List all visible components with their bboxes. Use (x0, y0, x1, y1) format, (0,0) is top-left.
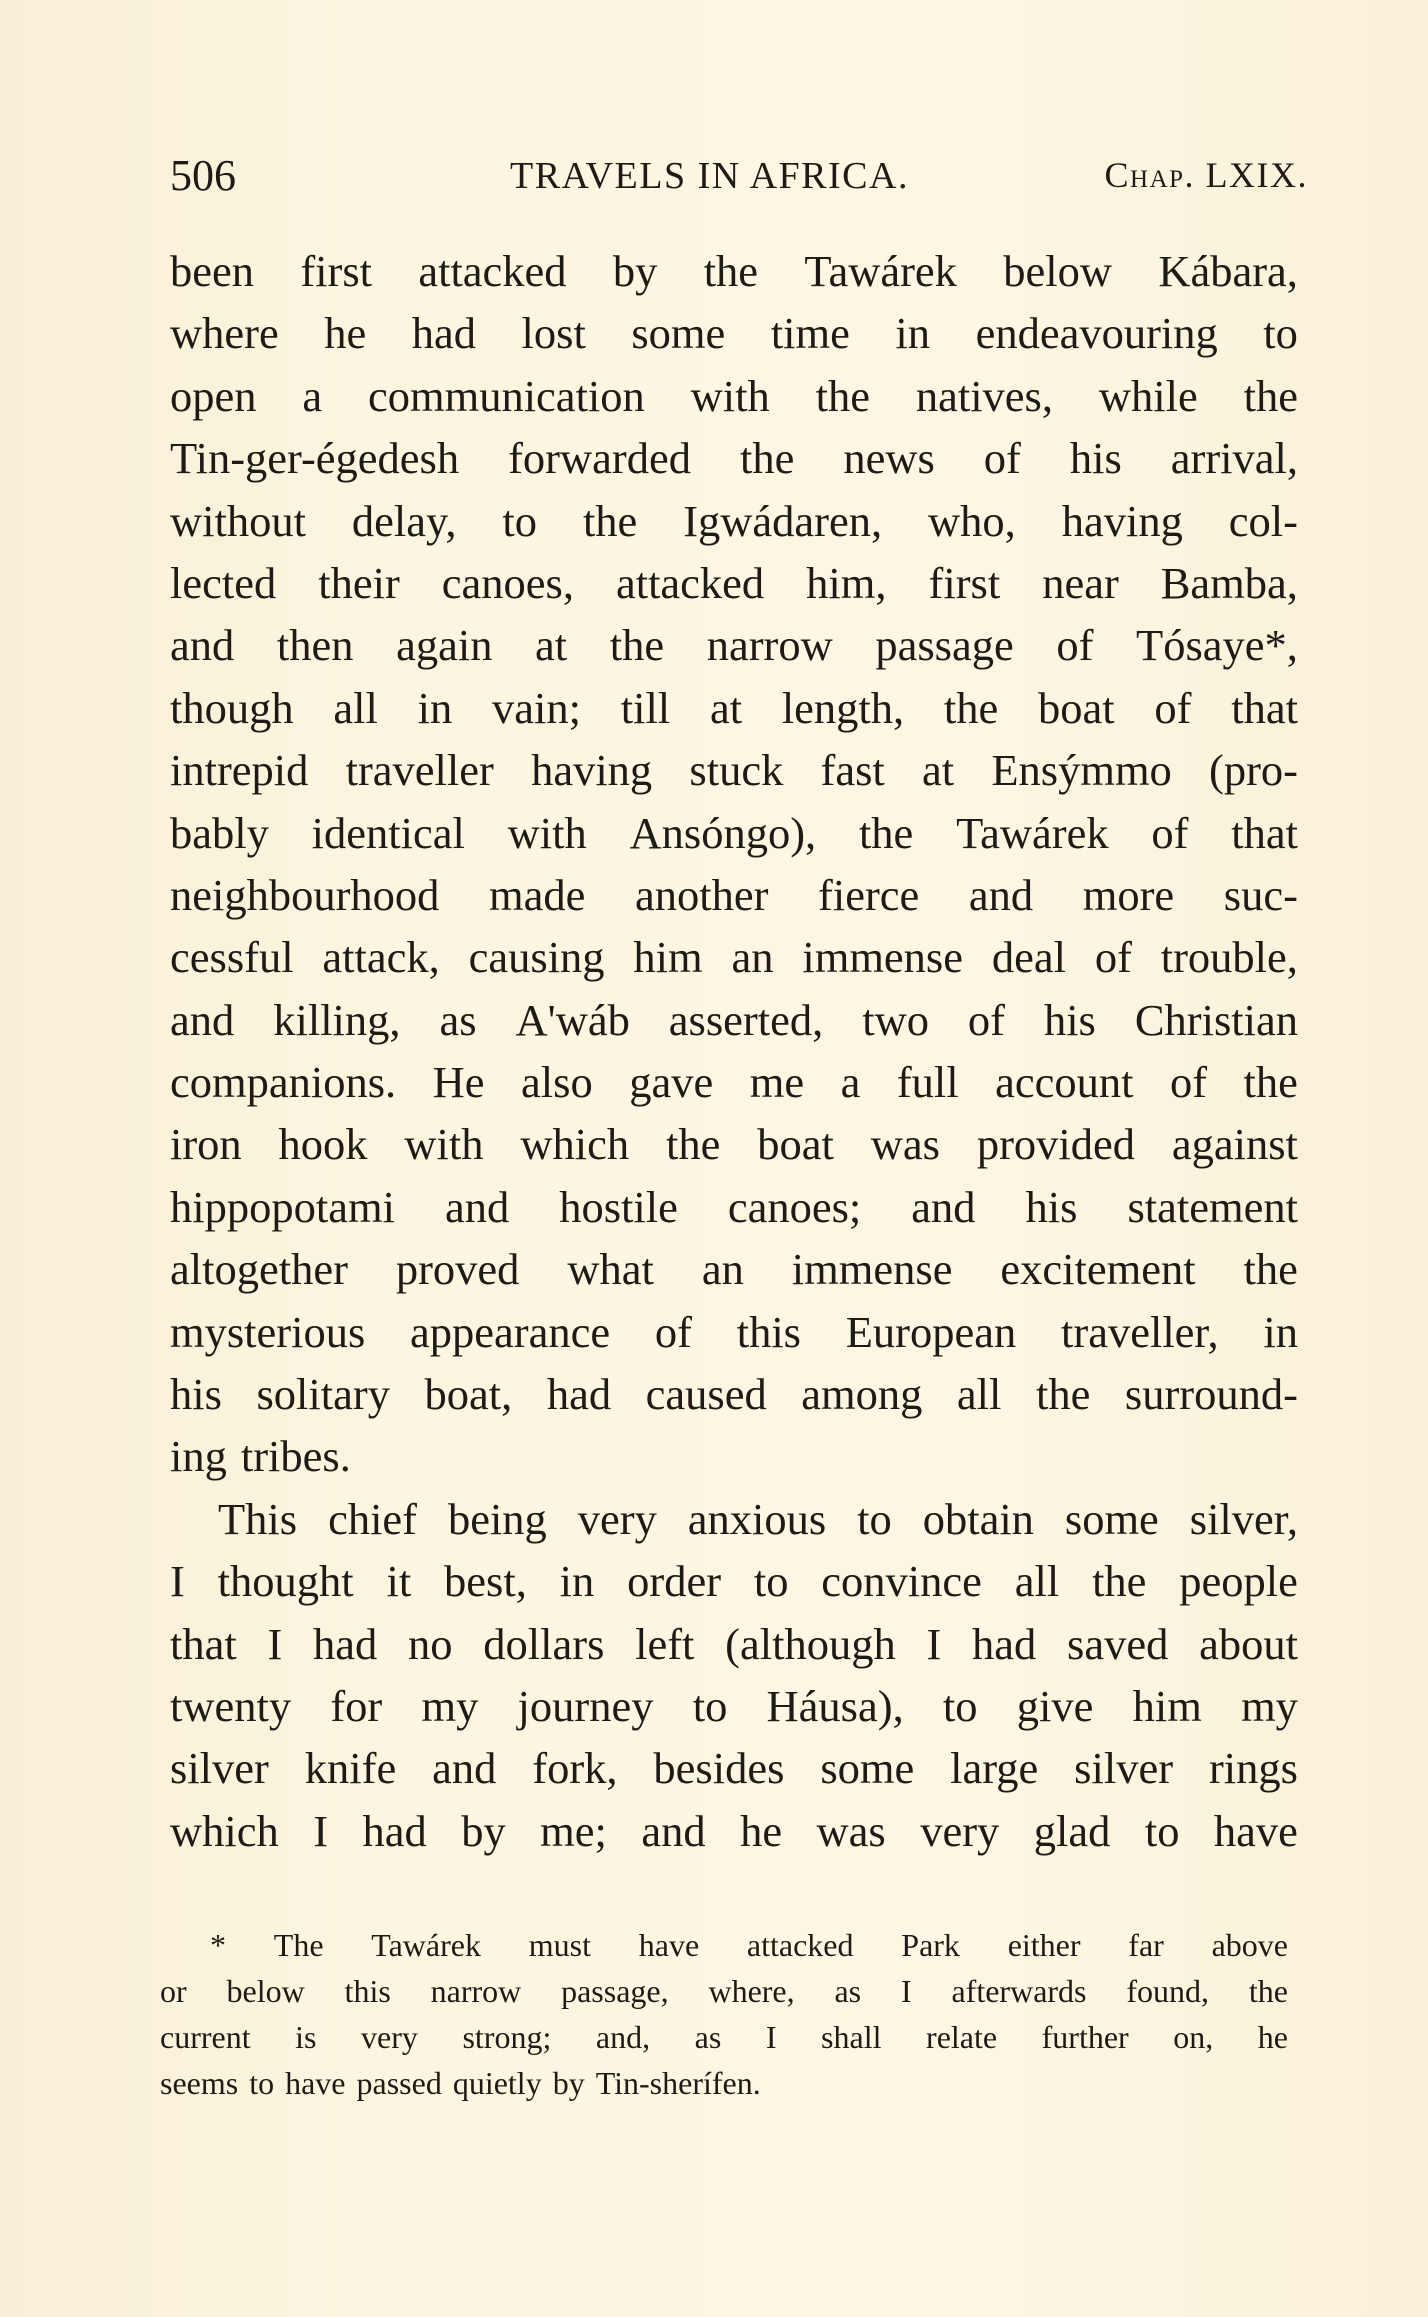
word: the (739, 433, 795, 484)
word: saved (1067, 1618, 1169, 1669)
word: passage, (561, 1973, 669, 2009)
word: some (1064, 1493, 1159, 1544)
word: forwarded (508, 433, 691, 484)
word: first (928, 557, 1001, 608)
word: statement (1127, 1181, 1298, 1232)
word: delay, (351, 495, 457, 546)
word: convince (821, 1556, 982, 1607)
word: have (285, 2065, 346, 2101)
word: at (922, 745, 955, 796)
word: left (635, 1618, 695, 1669)
word: proved (395, 1244, 520, 1295)
text-line (170, 1051, 1298, 1113)
word: in (559, 1556, 595, 1607)
word: The (273, 1927, 324, 1963)
word: and (641, 1805, 706, 1856)
chapter-label: Chap. LXIX. (1104, 155, 1308, 195)
word: attack, (322, 932, 440, 983)
word: again (396, 620, 493, 671)
text-line (170, 739, 1298, 801)
word: was (870, 1119, 940, 1170)
word: the (1243, 1244, 1298, 1295)
word: best, (444, 1556, 527, 1607)
word: this (344, 1973, 391, 2009)
word: ing (170, 1431, 227, 1482)
text-line (170, 926, 1298, 988)
word: their (318, 557, 400, 608)
word: narrow (430, 1973, 522, 2009)
word: his (1069, 433, 1122, 484)
word: time (770, 308, 850, 359)
word: mysterious (170, 1306, 366, 1357)
word: causing (468, 932, 605, 983)
word: his (1025, 1181, 1078, 1232)
word: journey (517, 1680, 654, 1731)
word: of (1094, 932, 1132, 983)
word: to (692, 1680, 728, 1731)
word: European (845, 1306, 1017, 1357)
word: cessful (170, 932, 294, 983)
word: to (753, 1556, 789, 1607)
word: an (731, 932, 774, 983)
word: another (635, 869, 769, 920)
word: against (1171, 1119, 1298, 1170)
word: hook (278, 1119, 368, 1170)
word: boat (1038, 682, 1115, 733)
word: neighbourhood (170, 869, 440, 920)
word: current (160, 2019, 251, 2055)
word: where, (708, 1973, 795, 2009)
word: near (1042, 557, 1119, 608)
word: rings (1208, 1743, 1298, 1794)
word: below (1003, 246, 1112, 296)
word: Christian (1134, 994, 1298, 1045)
word: and (911, 1181, 976, 1232)
word: passed (356, 2065, 442, 2101)
word: and (432, 1743, 497, 1794)
text-line (170, 302, 1298, 364)
word: traveller, (1061, 1306, 1219, 1357)
word: companions. (170, 1057, 397, 1108)
word: fierce (818, 869, 920, 920)
word: the (943, 682, 999, 733)
word: for (330, 1680, 383, 1731)
word: account (995, 1057, 1134, 1108)
word: having (531, 745, 653, 796)
word: without (170, 495, 306, 546)
word: communication (367, 370, 645, 421)
text-line (170, 1675, 1298, 1737)
word: I (900, 1973, 912, 2009)
running-title: TRAVELS IN AFRICA. (510, 155, 909, 197)
word: then (276, 620, 354, 671)
word: open (170, 370, 257, 421)
word: He (432, 1057, 485, 1108)
word: quietly (452, 2065, 542, 2101)
text-line (170, 989, 1298, 1051)
word: caused (645, 1369, 767, 1420)
word: of (1169, 1057, 1208, 1108)
word: I (313, 1805, 329, 1856)
word: afterwards (951, 1973, 1087, 2009)
word: me; (540, 1805, 607, 1856)
word: attacked (746, 1927, 854, 1963)
text-line (170, 864, 1298, 926)
word: two (862, 994, 929, 1045)
text-line (170, 1800, 1298, 1862)
word: Tawárek (956, 807, 1109, 858)
word: an (701, 1244, 744, 1295)
word: it (386, 1556, 412, 1607)
word: intrepid (170, 745, 309, 796)
text-line (170, 427, 1298, 489)
word: he (740, 1805, 783, 1856)
word: give (1016, 1680, 1094, 1731)
word: till (620, 682, 671, 733)
word: above (1211, 1927, 1288, 1963)
word: obtain (922, 1493, 1034, 1544)
word: large (950, 1743, 1039, 1794)
word: is (295, 2019, 317, 2055)
word: col- (1228, 495, 1298, 546)
word: his (170, 1369, 222, 1420)
word: the (1092, 1556, 1147, 1607)
word: with (690, 370, 770, 421)
page-number: 506 (170, 151, 236, 200)
word: the (858, 807, 914, 858)
text-line (170, 1363, 1298, 1425)
word: of (1154, 682, 1192, 733)
word: Bamba, (1160, 557, 1298, 608)
text-line (170, 365, 1298, 427)
word: first (300, 246, 373, 296)
word: and (170, 620, 235, 671)
word: people (1179, 1556, 1298, 1607)
word: surround- (1124, 1369, 1298, 1420)
word: fast (820, 745, 885, 796)
word: twenty (170, 1680, 292, 1731)
word: glad (1033, 1805, 1111, 1856)
word: very (361, 2019, 418, 2055)
word: to (942, 1680, 978, 1731)
word: the (815, 370, 870, 421)
word: deal (991, 932, 1066, 983)
word: stuck (689, 745, 784, 796)
word: or (160, 1973, 187, 2009)
word: all (333, 682, 378, 733)
word: all (956, 1369, 1002, 1420)
word: immense (802, 932, 964, 983)
word: by (461, 1805, 506, 1856)
word: in (895, 308, 931, 359)
word: (pro- (1209, 745, 1298, 796)
word: vain; (491, 682, 581, 733)
word: he (324, 308, 367, 359)
word: traveller (345, 745, 494, 796)
word: gave (629, 1057, 714, 1108)
word: though (170, 682, 294, 733)
word: as (439, 994, 477, 1045)
word: provided (976, 1119, 1135, 1170)
word: Tawárek (371, 1927, 481, 1963)
text-line (170, 1737, 1298, 1799)
word: a (302, 370, 323, 421)
word: more (1082, 869, 1175, 920)
word: attacked (615, 557, 765, 608)
word: trouble, (1160, 932, 1298, 983)
word: canoes; (727, 1181, 862, 1232)
word: what (567, 1244, 654, 1295)
word: Ensýmmo (991, 745, 1172, 796)
word: have (638, 1927, 700, 1963)
word: of (983, 433, 1021, 484)
word: silver, (1189, 1493, 1298, 1544)
word: with (507, 807, 587, 858)
word: shall (821, 2019, 882, 2055)
word: also (521, 1057, 593, 1108)
text-line (170, 802, 1298, 864)
text-line (170, 1488, 1298, 1550)
word: of (967, 994, 1005, 1045)
text-line (170, 1425, 1298, 1487)
word: must (528, 1927, 591, 1963)
word: the (703, 246, 759, 296)
word: and (444, 1181, 510, 1232)
word: to (1263, 308, 1298, 359)
word: this (736, 1306, 801, 1357)
word: anxious (687, 1493, 827, 1544)
word: identical (311, 807, 465, 858)
word: I (170, 1556, 185, 1607)
word: the (609, 620, 665, 671)
word: the (1248, 1973, 1288, 2009)
word: had (546, 1369, 612, 1420)
word: a (840, 1057, 861, 1108)
word: while (1098, 370, 1198, 421)
word: the (1243, 370, 1298, 421)
word: seems (160, 2065, 239, 2101)
word: asserted, (668, 994, 824, 1045)
word: tribes. (240, 1431, 351, 1482)
word: the (1035, 1369, 1091, 1420)
word: which (170, 1805, 279, 1856)
word: length, (781, 682, 905, 733)
word: endeavouring (975, 308, 1218, 359)
word: I (267, 1618, 283, 1669)
word: of (1056, 620, 1094, 671)
word: some (820, 1743, 915, 1794)
word: solitary (256, 1369, 390, 1420)
word: and (968, 869, 1034, 920)
word: my (421, 1680, 479, 1731)
word: Háusa), (766, 1680, 904, 1731)
word: as (834, 1973, 862, 2009)
word: knife (304, 1743, 397, 1794)
word: he (1257, 2019, 1288, 2055)
word: where (170, 308, 279, 359)
word: and, (595, 2019, 651, 2055)
word: who, (928, 495, 1016, 546)
footnote (160, 1922, 1288, 2106)
word: my (1241, 1680, 1298, 1731)
footnote-line (160, 2060, 1288, 2106)
footnote-line (160, 1968, 1288, 2014)
word: strong; (462, 2019, 552, 2055)
word: found, (1126, 1973, 1209, 2009)
word: I (926, 1618, 942, 1669)
word: some (631, 308, 726, 359)
word: natives, (915, 370, 1054, 421)
word: far (1128, 1927, 1164, 1963)
text-line (170, 1550, 1298, 1612)
word: that (1231, 682, 1298, 733)
word: had (313, 1618, 378, 1669)
text-line (170, 1238, 1298, 1300)
word: appearance (410, 1306, 611, 1357)
word: had (362, 1805, 427, 1856)
text-line (170, 1613, 1298, 1675)
text-line (170, 240, 1298, 302)
word: had (411, 308, 477, 359)
word: silver (170, 1743, 269, 1794)
word: besides (653, 1743, 785, 1794)
text-line (170, 490, 1298, 552)
text-line (170, 614, 1298, 676)
word: have (1213, 1805, 1298, 1856)
word: to (249, 2065, 275, 2101)
body-text (170, 240, 1298, 1862)
word: news (843, 433, 935, 484)
word: made (489, 869, 586, 920)
word: had (972, 1618, 1037, 1669)
word: further (1041, 2019, 1129, 2055)
word: the (582, 495, 638, 546)
word: arrival, (1170, 433, 1298, 484)
word: relate (926, 2019, 998, 2055)
word: iron (170, 1119, 242, 1170)
word: fork, (532, 1743, 618, 1794)
word: Tawárek (804, 246, 957, 296)
word: hostile (559, 1181, 678, 1232)
text-line (170, 1113, 1298, 1175)
word: Park (901, 1927, 960, 1963)
word: * (210, 1927, 226, 1963)
word: him (633, 932, 703, 983)
word: as (694, 2019, 722, 2055)
word: thought (217, 1556, 354, 1607)
word: by (612, 246, 658, 296)
word: him (1132, 1680, 1202, 1731)
word: passage (875, 620, 1014, 671)
word: excitement (1000, 1244, 1196, 1295)
word: Tin-ger-égedesh (170, 433, 460, 484)
page-header (170, 150, 1308, 210)
word: silver (1074, 1743, 1174, 1794)
word: about (1199, 1618, 1298, 1669)
word: altogether (170, 1244, 348, 1295)
word: Ansóngo), (629, 807, 817, 858)
word: canoes, (441, 557, 574, 608)
text-line (170, 1301, 1298, 1363)
word: lost (521, 308, 586, 359)
text-line (170, 677, 1298, 739)
footnote-line (160, 2014, 1288, 2060)
word: of (1151, 807, 1189, 858)
word: chief (328, 1493, 417, 1544)
word: very (920, 1805, 1000, 1856)
word: having (1061, 495, 1183, 546)
word: Kábara, (1158, 246, 1298, 296)
word: all (1014, 1556, 1060, 1607)
word: to (1144, 1805, 1180, 1856)
word: This (218, 1493, 298, 1544)
word: which (520, 1119, 630, 1170)
word: no (408, 1618, 453, 1669)
footnote-line (160, 1922, 1288, 1968)
word: hippopotami (170, 1181, 395, 1232)
word: that (1231, 807, 1298, 858)
word: narrow (706, 620, 833, 671)
word: among (801, 1369, 923, 1420)
word: and (170, 994, 235, 1045)
word: full (896, 1057, 959, 1108)
word: boat (757, 1119, 834, 1170)
word: me (749, 1057, 805, 1108)
word: at (535, 620, 568, 671)
word: dollars (483, 1618, 605, 1669)
word: on, (1173, 2019, 1214, 2055)
word: very (577, 1493, 657, 1544)
text-line (170, 552, 1298, 614)
word: been (170, 246, 255, 296)
word: (although (725, 1618, 896, 1669)
word: him, (806, 557, 887, 608)
word: at (709, 682, 743, 733)
word: to (857, 1493, 892, 1544)
word: boat, (424, 1369, 513, 1420)
word: in (417, 682, 453, 733)
word: either (1007, 1927, 1081, 1963)
word: I (765, 2019, 777, 2055)
word: immense (791, 1244, 953, 1295)
word: lected (170, 557, 277, 608)
word: with (404, 1119, 484, 1170)
word: being (447, 1493, 547, 1544)
word: below (226, 1973, 305, 2009)
word: attacked (418, 246, 567, 296)
word: Tin-sherífen. (595, 2065, 761, 2101)
word: order (627, 1556, 722, 1607)
word: that (170, 1618, 237, 1669)
word: Tósaye*, (1136, 620, 1298, 671)
word: by (552, 2065, 585, 2101)
word: his (1043, 994, 1096, 1045)
word: suc- (1223, 869, 1298, 920)
word: the (666, 1119, 721, 1170)
word: to (502, 495, 538, 546)
word: was (816, 1805, 886, 1856)
word: Igwádaren, (683, 495, 883, 546)
text-line (170, 1176, 1298, 1238)
word: of (654, 1306, 692, 1357)
word: in (1263, 1306, 1298, 1357)
word: the (1243, 1057, 1298, 1108)
word: A'wáb (515, 994, 630, 1045)
word: killing, (273, 994, 401, 1045)
word: bably (170, 807, 269, 858)
